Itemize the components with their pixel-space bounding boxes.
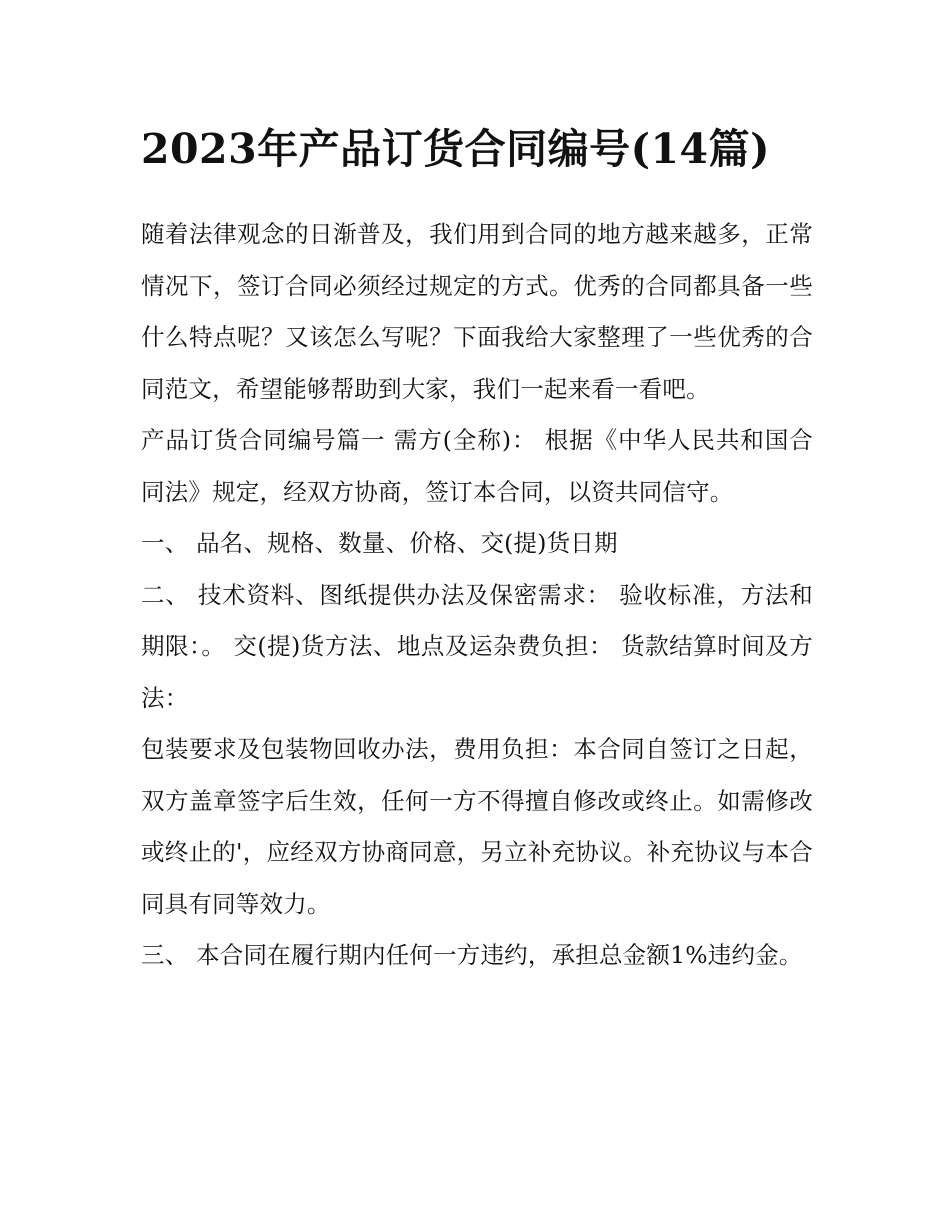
- document-body: [141, 209, 813, 982]
- paragraph-contract-header: 产品订货合同编号篇一 需方(全称)： 根据《中华人民共和国合同法》规定，经双方协商，签订本合同，以资共同信守。: [141, 426, 813, 506]
- paragraph-intro: 随着法律观念的日渐普及，我们用到合同的地方越来越多，正常情况下，签订合同必须经过规定的方式。优秀的合同都具备一些什么特点呢？又该怎么写呢？下面我给大家整理了一些优秀的合同范文，希望能够帮助到大家，我们一起来看一看吧。: [141, 220, 813, 403]
- paragraph-item-1: 一、 品名、规格、数量、价格、交(提)货日期: [141, 529, 618, 557]
- paragraph-item-2: 二、 技术资料、图纸提供办法及保密需求： 验收标准，方法和期限：。 交(提)货方法、地点及运杂费负担： 货款结算时间及方法：: [141, 580, 813, 712]
- paragraph-item-3: 三、 本合同在履行期内任何一方违约，承担总金额1%违约金。: [141, 941, 803, 969]
- document-title: 2023年产品订货合同编号(14篇): [141, 125, 770, 173]
- paragraph-packaging: 包装要求及包装物回收办法，费用负担：本合同自签订之日起，双方盖章签字后生效，任何一方不得擅自修改或终止。如需修改或终止的'，应经双方协商同意，另立补充协议。补充协议与本合同具有同等效力。: [141, 735, 813, 918]
- document-page: [141, 118, 813, 982]
